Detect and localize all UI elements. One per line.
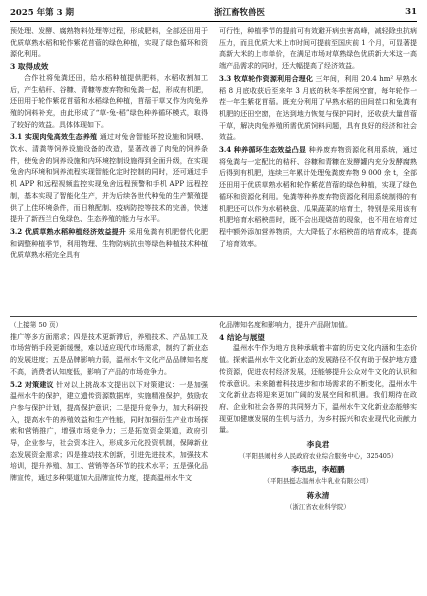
journal-title: 浙江畜牧兽医 — [214, 8, 266, 18]
paragraph: 针对以上挑战本文提出以下对策建议：一是加强温州水牛的保护，建立遗传资源数据库，实施精准保护，鼓励农户参与保护计划，提高保护意识；二是提升竞争力，加大科研投入，提高水牛的养殖效益和生产性能，同时加强衍生产业市场探索和营销推广，增强市场竞争力；三是拓宽资金渠道，政府引导，企业参与，社会资本注入，形成多元化投资机制，保障新业态发展资金需求；四是推动技术创新，引进先进技术，加强技术培训，提升养殖、加工、营销等各环节的技术水平；五是强化品牌宣传，通过多种渠道加大品牌宣传力度，提高温州水牛文 — [10, 380, 208, 483]
paragraph: 化品牌知名度和影响力，提升产品附加值。 — [219, 321, 352, 329]
paragraph: 三年间，利用 20.4 hm² 早熟水稻 8 月底收获后至来年 3 月底的秋冬季茬闲空窗，每年轮作一茬一年生紫花苜蓿。既充分利用了早熟水稻的田间茬口和兔粪有机肥的还田空窗，在达到地力恢复与保护同时，还收获大量苜蓿干草，解决肉兔养殖所需优质饲料问题，具有良好的经济和社会效益。 — [219, 74, 417, 142]
right-top-column — [219, 26, 417, 314]
subsection-heading: 3.1 实现肉兔高效生态养殖 — [10, 132, 98, 142]
page-number: 31 — [405, 7, 417, 17]
section-heading: 4 结论与展望 — [219, 332, 265, 342]
paragraph: 预处理、发酵、腐熟物料处理等过程，形成肥料，全部还田用于优质草熟水稻和轮作紫花苜蓿的绿色种植，实现了绿色循环和资源化利用。 — [10, 27, 208, 59]
author-name: 李良君 — [306, 440, 330, 450]
subsection-heading: 3.4 种养循环生态效益凸显 — [219, 145, 307, 155]
subsection-heading: 5.2 对策建议 — [10, 379, 54, 389]
paragraph: 种养废弃物资源化利用系统，通过将兔粪与一定配比的秸秆、谷糠和青糠在发酵罐内充分发酵腐熟后得到有机肥，连续三年累计处理兔粪废弃物 9 000 余 t，全部还田用于优质草熟水稻和轮作紫花苜蓿的绿色种植，实现了绿色循环和资源化利用。兔粪等种养废弃物资源化利用系统制得的有机肥还可以作为水稻秧盘、瓜果蔬菜的培育土，特别是采用该有机肥培育水稻秧苗时，既不会出现烧苗的现象，也不用在培育过程中额外添加营养物质，大大降低了水稻秧苗的培育成本，提高了培育效率。 — [219, 146, 417, 248]
author-affiliation: （平阳县挺志温州水牛乳业有限公司） — [263, 477, 373, 486]
section-divider — [10, 316, 417, 317]
author-name: 李迅忠，李超鹏 — [291, 465, 345, 475]
author-affiliation: （平阳县闹村乡人民政府农业综合服务中心，325405） — [238, 451, 398, 460]
author-name: 蒋永清 — [306, 490, 330, 500]
section-heading: 3 取得成效 — [10, 62, 49, 72]
paragraph: 温州水牛作为地方良种承载着丰富的历史文化内涵和生态价值。探索温州水牛文化新业态的发展路径不仅有助于保护地方遗传资源，促进农村经济发展，还能够提升公众对牛文化的认识和传承意识。未来随着科技进步和市场需求的不断变化，温州水牛文化新业态将迎来更加广阔的发展空间和机遇。我们期待在政府、企业和社会各界的共同努力下，温州水牛文化新业态能够实现更加健康发展的生机与活力，为乡村振兴和农业现代化贡献力量。 — [219, 344, 417, 435]
paragraph: 采用兔粪有机肥替代化肥和调整种植季节，利用物理、生物防病抗虫等绿色种植技术种植优质草熟水稻完全具有 — [10, 227, 208, 260]
subsection-heading: 3.3 牧草轮作资源利用合理化 — [219, 73, 314, 83]
left-bottom-column — [10, 320, 208, 592]
right-bottom-column — [219, 320, 417, 592]
header-rule — [10, 21, 417, 22]
paragraph: 合作社将兔粪还田，给水稻种植提供肥料，水稻收割加工后，产生秸秆、谷糠、青糠等废弃物和兔粪一起，形成有机肥，还田用于轮作紫花苜蓿和水稻绿色种植，苜蓿干草又作为肉兔养殖的饲料补充，由此形成了“草-兔-稻”绿色种养循环模式，取得了较好的效益。具体体现如下。 — [10, 73, 208, 129]
page-header — [10, 4, 417, 20]
issue-label: 2025 年第 3 期 — [10, 8, 74, 18]
paragraph: 推广等多方面需求；四是技术更新滞后，养殖技术、产品加工及市场营销手段更新缓慢，难以适应现代市场需求，制约了新业态的发展进度；五是品牌影响力弱，温州水牛文化产品品牌知名度不高，消费者认知度低，影响了产品的市场竞争力。 — [10, 332, 208, 376]
continued-label: （上接第 50 页） — [10, 321, 63, 329]
author-affiliation: （浙江省农业科学院） — [286, 502, 350, 511]
left-top-column — [10, 26, 208, 314]
subsection-heading: 3.2 优质草熟水稻种植经济效益提升 — [10, 226, 127, 236]
paragraph: 可行性，种植季节的提前可有效避开病虫害高峰，减轻除虫抗病压力，而且优质大米上市时间可提前至国庆前 1 个月，可显著提高新大米的上市单价，在满足市场对草熟绿色优质新大米这一高端产品需求的同时，还大幅提高了经济效益。 — [219, 27, 417, 71]
paragraph: 通过对兔舍智能环控设施和饲喂、饮水、清粪等饲养设施设备的改造，显著改善了肉兔的饲养条件，使兔舍的饲养设施和内环境控制设施得到全面升级，在实现兔舍内环境和饲养流程实现智能化定时控制的同时，还可通过手机 APP 和远程视频监控实现兔舍远程预警和手机 APP 远程控制，基本实现了智能化生产，并为后续各世代种兔的生产繁殖提供了上佳环境条件，而日粮配制、疫病防控等技术的完善，快速提升了新西兰白兔绿色、生态养殖的能力与水平。 — [10, 133, 208, 224]
